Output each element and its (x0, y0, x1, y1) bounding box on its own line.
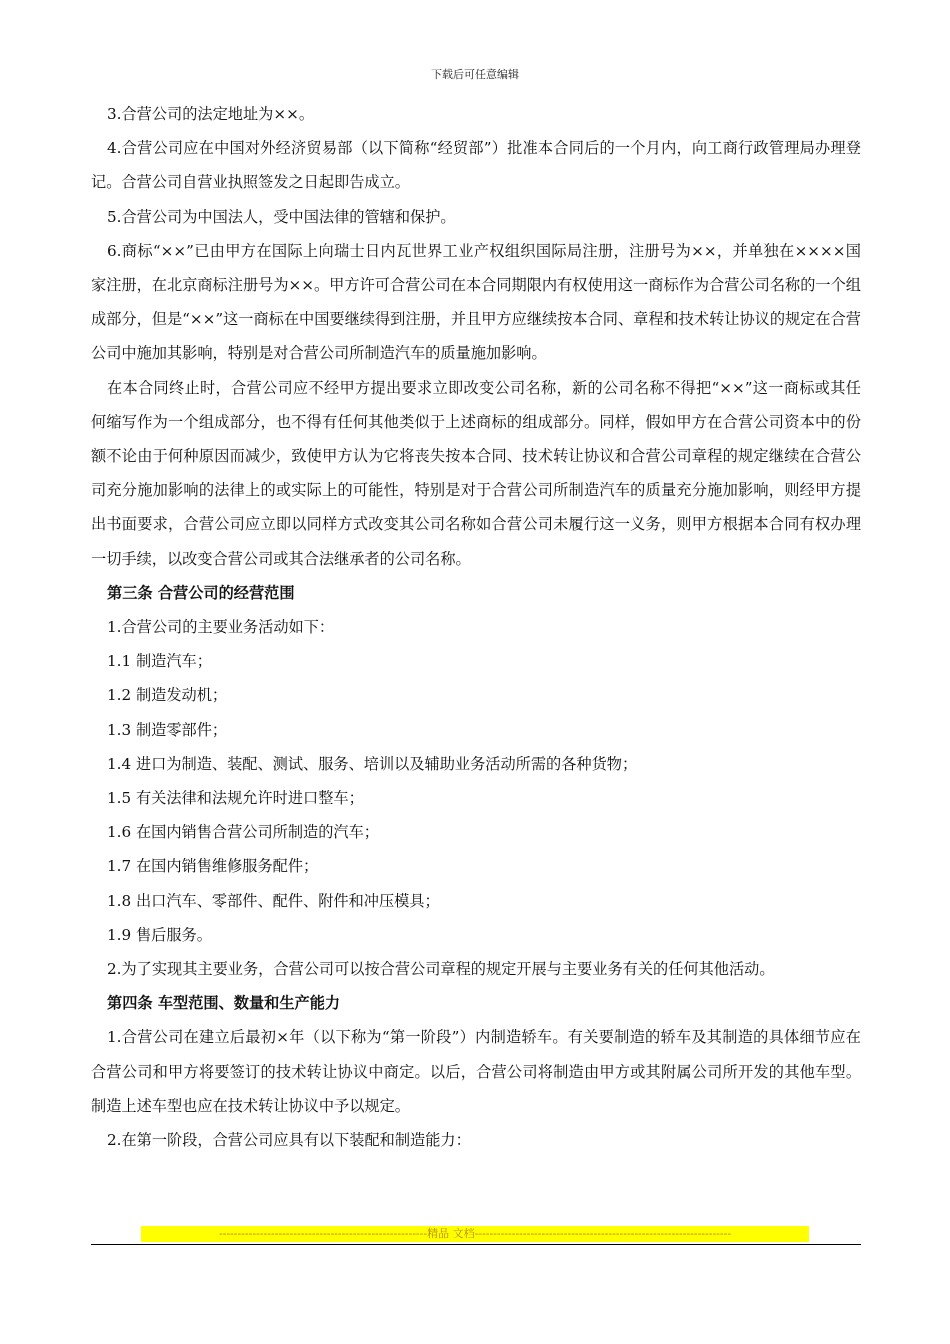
document-body (91, 97, 861, 1157)
paragraph: 5.合营公司为中国法人，受中国法律的管辖和保护。 (107, 207, 456, 226)
list-item: 1.9 售后服务。 (107, 925, 212, 944)
paragraph: 4.合营公司应在中国对外经济贸易部（以下简称“经贸部”）批准本合同后的一个月内，向工商行政管理局办理登记。合营公司自营业执照签发之日起即告成立。 (91, 139, 861, 192)
section-heading: 第三条 合营公司的经营范围 (107, 583, 295, 602)
list-item: 1.1 制造汽车； (107, 652, 212, 671)
paragraph: 6.商标“××”已由甲方在国际上向瑞士日内瓦世界工业产权组织国际局注册，注册号为××，并单独在××××国家注册，在北京商标注册号为××。甲方许可合营公司在本合同期限内有权使用这一商标作为合营公司名称的一个组成部分，但是“××”这一商标在中国要继续得到注册，并且甲方应继续按本合同、章程和技术转让协议的规定在合营公司中施加其影响，特别是对合营公司所制造汽车的质量施加影响。 (91, 241, 861, 363)
section-heading: 第四条 车型范围、数量和生产能力 (107, 994, 341, 1013)
list-item: 1.8 出口汽车、零部件、配件、附件和冲压模具； (107, 891, 440, 910)
paragraph: 1.合营公司的主要业务活动如下： (107, 618, 335, 637)
list-item: 1.3 制造零部件； (107, 720, 228, 739)
page-header: 下载后可任意编辑 (431, 68, 519, 81)
list-item: 1.4 进口为制造、装配、测试、服务、培训以及辅助业务活动所需的各种货物； (107, 754, 638, 773)
list-item: 1.2 制造发动机； (107, 686, 228, 705)
paragraph: 在本合同终止时，合营公司应不经甲方提出要求立即改变公司名称，新的公司名称不得把“××”这一商标或其任何缩写作为一个组成部分，也不得有任何其他类似于上述商标的组成部分。同样，假如甲方在合营公司资本中的份额不论由于何种原因而减少，致使甲方认为它将丧失按本合同、技术转让协议和合营公司章程的规定继续在合营公司充分施加影响的法律上的或实际上的可能性，特别是对于合营公司所制造汽车的质量充分施加影响，则经甲方提出书面要求，合营公司应立即以同样方式改变其公司名称如合营公司未履行这一义务，则甲方根据本合同有权办理一切手续，以改变合营公司或其合法继承者的公司名称。 (91, 378, 861, 568)
list-item: 1.7 在国内销售维修服务配件； (107, 857, 319, 876)
list-item: 1.6 在国内销售合营公司所制造的汽车； (107, 823, 379, 842)
footer-divider (91, 1244, 861, 1245)
paragraph: 2.为了实现其主要业务，合营公司可以按合营公司章程的规定开展与主要业务有关的任何其他活动。 (107, 960, 775, 979)
paragraph: 2.在第一阶段，合营公司应具有以下装配和制造能力： (107, 1131, 471, 1150)
paragraph: 3.合营公司的法定地址为××。 (107, 105, 315, 123)
footer-watermark-bar: --------------------------------------------------------精品 文档--------------------------------------------------------------------- (141, 1226, 809, 1242)
list-item: 1.5 有关法律和法规允许时进口整车； (107, 789, 364, 808)
paragraph: 1.合营公司在建立后最初×年（以下称为“第一阶段”）内制造轿车。有关要制造的轿车及其制造的具体细节应在合营公司和甲方将要签订的技术转让协议中商定。以后，合营公司将制造由甲方或其附属公司所开发的其他车型。制造上述车型也应在技术转让协议中予以规定。 (91, 1028, 861, 1115)
